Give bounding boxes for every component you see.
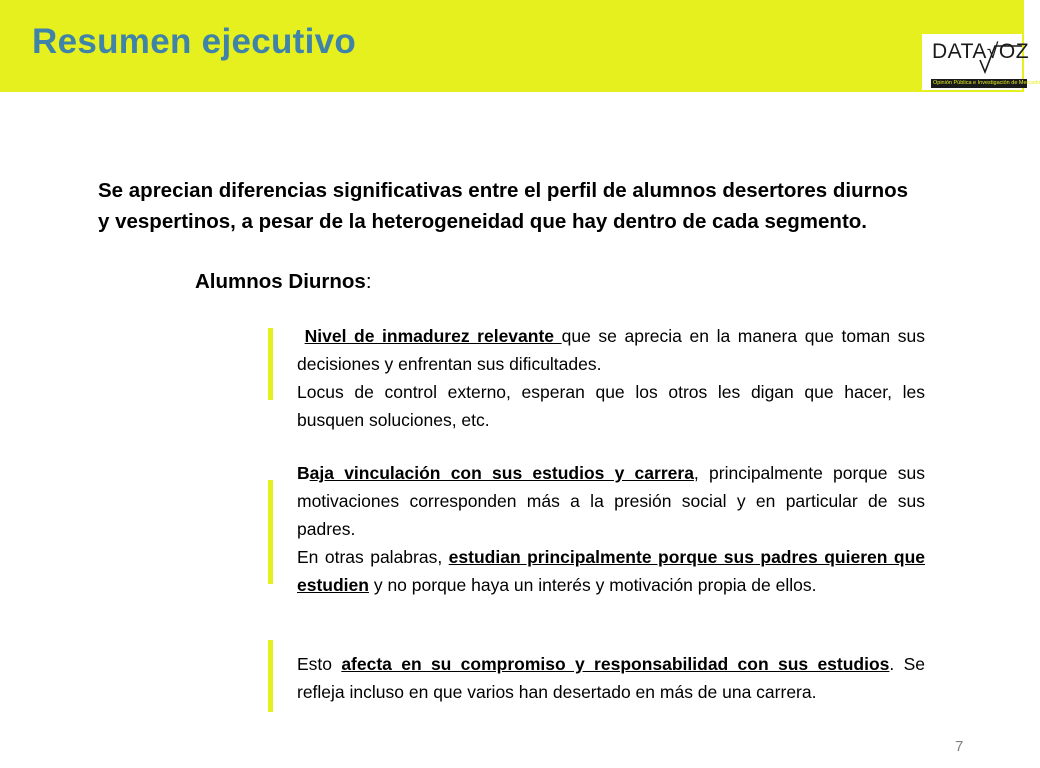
finding-low-engagement: [297, 459, 925, 543]
subheading-suffix: :: [365, 270, 372, 293]
finding-commitment-highlight: afecta en su compromiso y responsabilidad con sus estudios: [341, 654, 890, 674]
finding-immaturity-highlight: Nivel de inmadurez relevante: [304, 326, 562, 346]
finding-locus-control: Locus de control externo, esperan que los otros les digan que hacer, les busquen soluciones, etc.: [297, 382, 925, 430]
slide-title: Resumen ejecutivo: [32, 22, 357, 61]
logo-wordmark: DATA√OZ: [932, 40, 1030, 63]
finding-immaturity-text: que se aprecia en la manera que toman sus decisiones y enfrentan sus dificultades.: [297, 326, 925, 374]
finding-immaturity: [297, 322, 925, 378]
intro-paragraph: Se aprecian diferencias significativas entre el perfil de alumnos desertores diurnos y vespertinos, a pesar de la heterogeneidad que hay dentro de cada segmento.: [98, 179, 909, 233]
finding-parent-highlight: estudian principalmente porque sus padres quieren que estudien: [297, 547, 925, 595]
finding-commitment-lead: Esto: [297, 654, 342, 674]
section-subheading: [195, 266, 372, 297]
finding-parent-lead: En otras palabras,: [297, 547, 449, 567]
finding-engagement-initial: B: [297, 463, 310, 483]
finding-block-immaturity: [297, 322, 925, 434]
subheading-label: Alumnos Diurnos: [195, 270, 366, 293]
finding-block-commitment: [297, 650, 925, 706]
page-number: 7: [955, 738, 964, 755]
accent-bar-2: [268, 480, 273, 584]
finding-engagement-text: , principalmente porque sus motivaciones corresponden más a la presión social y en particular de sus padres.: [297, 463, 925, 539]
finding-parent-text: y no porque haya un interés y motivación propia de ellos.: [368, 575, 817, 595]
finding-engagement-highlight: aja vinculación con sus estudios y carrera: [309, 463, 694, 483]
finding-commitment: [297, 650, 925, 706]
finding-block-engagement: [297, 459, 925, 599]
accent-bar-3: [268, 640, 273, 712]
finding-parent-pressure: [297, 543, 925, 599]
finding-commitment-text: . Se refleja incluso en que varios han desertado en más de una carrera.: [297, 654, 925, 702]
logo-tagline: Opinión Pública e Investigación de Mercado: [933, 80, 1040, 86]
accent-bar-1: [268, 328, 273, 400]
datavoz-logo: [922, 34, 1040, 90]
slide-header: [0, 0, 1040, 92]
